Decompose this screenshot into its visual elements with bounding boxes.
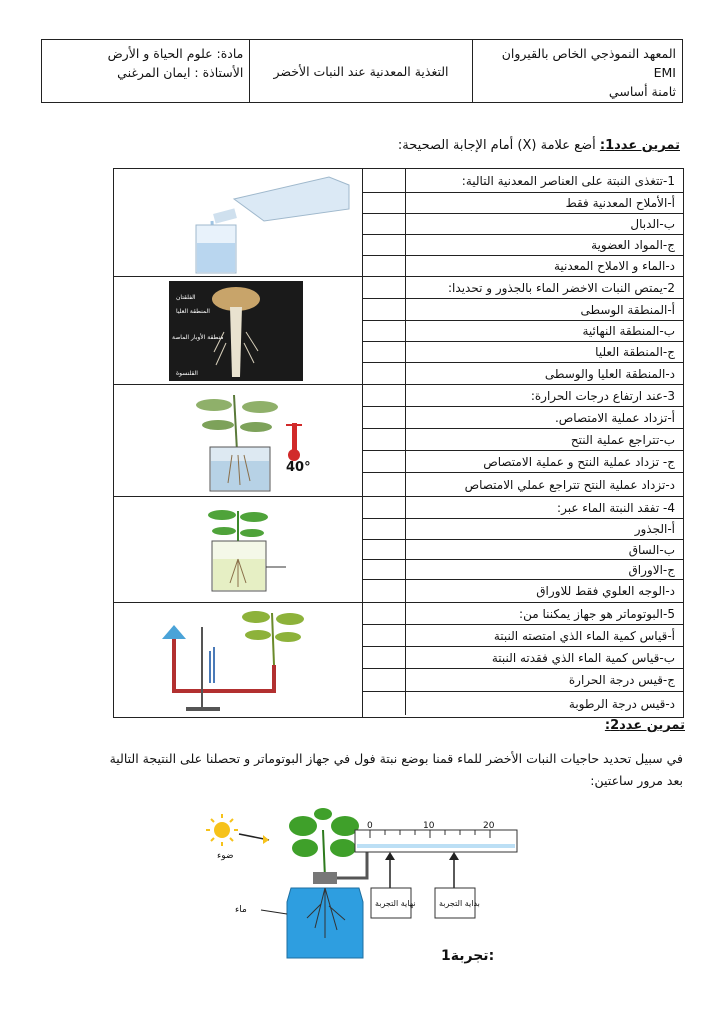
- question-1-option-b[interactable]: [363, 214, 683, 235]
- option-label: أ-الأملاح المعدنية فقط: [565, 196, 675, 210]
- question-4-option-a[interactable]: [363, 519, 683, 540]
- answer-box[interactable]: [363, 580, 406, 602]
- water-bottle-illustration: [114, 169, 363, 276]
- class-level: ثامنة أساسي: [608, 84, 676, 99]
- answer-box[interactable]: [363, 647, 406, 668]
- question-5-option-c[interactable]: [363, 669, 683, 692]
- option-label: ج-المنطقة العليا: [595, 345, 675, 359]
- start-label: بداية التجربة: [439, 899, 480, 908]
- subject: مادة: علوم الحياة و الأرض: [107, 46, 244, 61]
- answer-box[interactable]: [363, 519, 406, 539]
- option-label: د-تزداد عملية النتح تتراجع عملي الامتصاص: [464, 477, 675, 492]
- question-5-option-d[interactable]: [363, 692, 683, 715]
- answer-box[interactable]: [363, 473, 406, 496]
- answer-box[interactable]: [363, 625, 406, 646]
- question-1-text-row: [363, 169, 683, 193]
- option-label: د-المنطقة العليا والوسطى: [544, 366, 675, 381]
- answer-box[interactable]: [363, 692, 406, 715]
- question-5-option-a[interactable]: [363, 625, 683, 647]
- question-group-4: [114, 497, 683, 603]
- scale-0: 0: [367, 821, 373, 831]
- plant-thermometer-illustration: [114, 385, 363, 496]
- label-root-top: الفلقتان: [176, 294, 196, 301]
- answer-box[interactable]: [363, 669, 406, 691]
- option-label: د-الماء و الاملاح المعدنية: [553, 259, 675, 273]
- answer-box[interactable]: [363, 342, 406, 362]
- answer-box[interactable]: [363, 429, 406, 450]
- exercise1-heading: [300, 138, 680, 153]
- question-table: [113, 168, 684, 718]
- option-label: أ-المنطقة الوسطى: [580, 302, 675, 317]
- option-label: أ-قياس كمية الماء الذي امتصته النبتة: [493, 628, 675, 643]
- exercise2-text-line2: بعد مرور ساعتين:: [590, 773, 683, 788]
- header-school-cell: [472, 40, 682, 102]
- question-4-option-b[interactable]: [363, 540, 683, 560]
- option-label: ب-الدبال: [630, 217, 675, 231]
- question-5-text: 5-البوتوماتر هو جهاز يمكننا من:: [519, 606, 675, 621]
- question-3-text: 3-عند ارتفاع درجات الحرارة:: [530, 388, 675, 403]
- option-label: ج- تزداد عملية النتح و عملية الامتصاص: [483, 454, 675, 469]
- header-lesson-cell: [249, 40, 471, 102]
- question-2-option-a[interactable]: [363, 299, 683, 321]
- school-name: المعهد النموذجي الخاص بالقيروان EMI: [501, 46, 676, 80]
- image-cell-4: [114, 497, 363, 602]
- answer-box[interactable]: [363, 321, 406, 341]
- exercise2-heading: [500, 718, 685, 733]
- question-5-text-row: [363, 603, 683, 625]
- temperature-label: 40°: [286, 460, 311, 475]
- question-1-text: 1-تتغذى النبتة على العناصر المعدنية التالية:: [461, 173, 675, 188]
- question-5-option-b[interactable]: [363, 647, 683, 669]
- option-label: ج-قيس درجة الحرارة: [568, 673, 675, 687]
- option-label: ب-تتراجع عملية النتح: [570, 432, 675, 447]
- question-group-2: [114, 277, 683, 385]
- question-2-text: 2-يمتص النبات الاخضر الماء بالجذور و تحديدا:: [448, 280, 675, 295]
- question-3-text-row: [363, 385, 683, 407]
- header-box: [41, 39, 683, 103]
- question-group-3: [114, 385, 683, 497]
- answer-box[interactable]: [363, 451, 406, 472]
- option-label: ج-المواد العضوية: [591, 238, 675, 252]
- question-group-1: [114, 169, 683, 277]
- answer-box[interactable]: [363, 407, 406, 428]
- image-cell-5: [114, 603, 363, 717]
- teacher: الأستاذة : ايمان المرغني: [117, 65, 244, 80]
- light-label: ضوء: [217, 851, 234, 861]
- option-label: ج-الاوراق: [628, 562, 675, 577]
- question-2-option-c[interactable]: [363, 342, 683, 363]
- label-root-cap: القلنسوة: [176, 370, 198, 377]
- water-label: ماء: [235, 905, 247, 915]
- option-label: ب-قياس كمية الماء الذي فقدته النبتة: [491, 650, 675, 665]
- question-4-option-c[interactable]: [363, 560, 683, 580]
- question-3-option-b[interactable]: [363, 429, 683, 451]
- answer-box[interactable]: [363, 214, 406, 234]
- answer-box[interactable]: [363, 235, 406, 255]
- answer-box[interactable]: [363, 540, 406, 559]
- option-label: د-الوجه العلوي فقط للاوراق: [536, 584, 675, 598]
- question-3-option-c[interactable]: [363, 451, 683, 473]
- exercise2-title: تمرين عدد2:: [604, 718, 685, 733]
- exercise1-title: تمرين عدد1:: [599, 138, 680, 153]
- option-label: د-قيس درجة الرطوبة: [568, 696, 675, 711]
- end-label: نهاية التجربة: [375, 899, 416, 908]
- plant-in-jar-illustration: [114, 497, 363, 602]
- question-3-option-a[interactable]: [363, 407, 683, 429]
- root-zones-illustration: [114, 277, 363, 384]
- option-label: أ-تزداد عملية الامتصاص.: [554, 410, 675, 425]
- exercise2-text: [40, 748, 683, 792]
- answer-box[interactable]: [363, 193, 406, 213]
- option-label: ب-الساق: [628, 542, 675, 557]
- potometer-illustration: [114, 603, 363, 716]
- question-group-5: [114, 603, 683, 717]
- image-cell-2: [114, 277, 363, 384]
- answer-box[interactable]: [363, 256, 406, 276]
- experiment-figure: [195, 808, 525, 968]
- question-1-option-c[interactable]: [363, 235, 683, 256]
- answer-box[interactable]: [363, 363, 406, 384]
- header-subject-cell: [42, 40, 249, 102]
- option-label: ب-المنطقة النهائية: [582, 324, 675, 338]
- answer-box[interactable]: [363, 560, 406, 579]
- answer-box[interactable]: [363, 299, 406, 320]
- label-root-hairs: منطقة الأوبار الماصة: [172, 334, 224, 341]
- question-2-text-row: [363, 277, 683, 299]
- question-1-option-a[interactable]: [363, 193, 683, 214]
- label-root-upper: المنطقة العليا: [176, 308, 210, 315]
- lesson-title: التغذية المعدنية عند النبات الأخضر: [273, 63, 449, 79]
- question-1-option-d[interactable]: [363, 256, 683, 276]
- exercise1-instruction: أضع علامة (X) أمام الإجابة الصحيحة:: [397, 138, 596, 153]
- question-4-text: 4- تفقد النبتة الماء عبر:: [557, 500, 675, 515]
- image-cell-1: [114, 169, 363, 276]
- option-label: أ-الجذور: [634, 522, 675, 536]
- experiment-caption: تجربة1:: [441, 948, 495, 964]
- question-4-text-row: [363, 497, 683, 519]
- question-4-option-d[interactable]: [363, 580, 683, 602]
- question-2-option-d[interactable]: [363, 363, 683, 384]
- scale-10: 10: [423, 821, 435, 831]
- scale-20: 20: [483, 821, 495, 831]
- question-2-option-b[interactable]: [363, 321, 683, 342]
- exercise2-text-line1: في سبيل تحديد حاجيات النبات الأخضر للماء قمنا بوضع نبتة فول في جهاز البوتوماتر و تحصلنا على النتيجة التالية: [109, 751, 683, 766]
- image-cell-3: [114, 385, 363, 496]
- question-3-option-d[interactable]: [363, 473, 683, 496]
